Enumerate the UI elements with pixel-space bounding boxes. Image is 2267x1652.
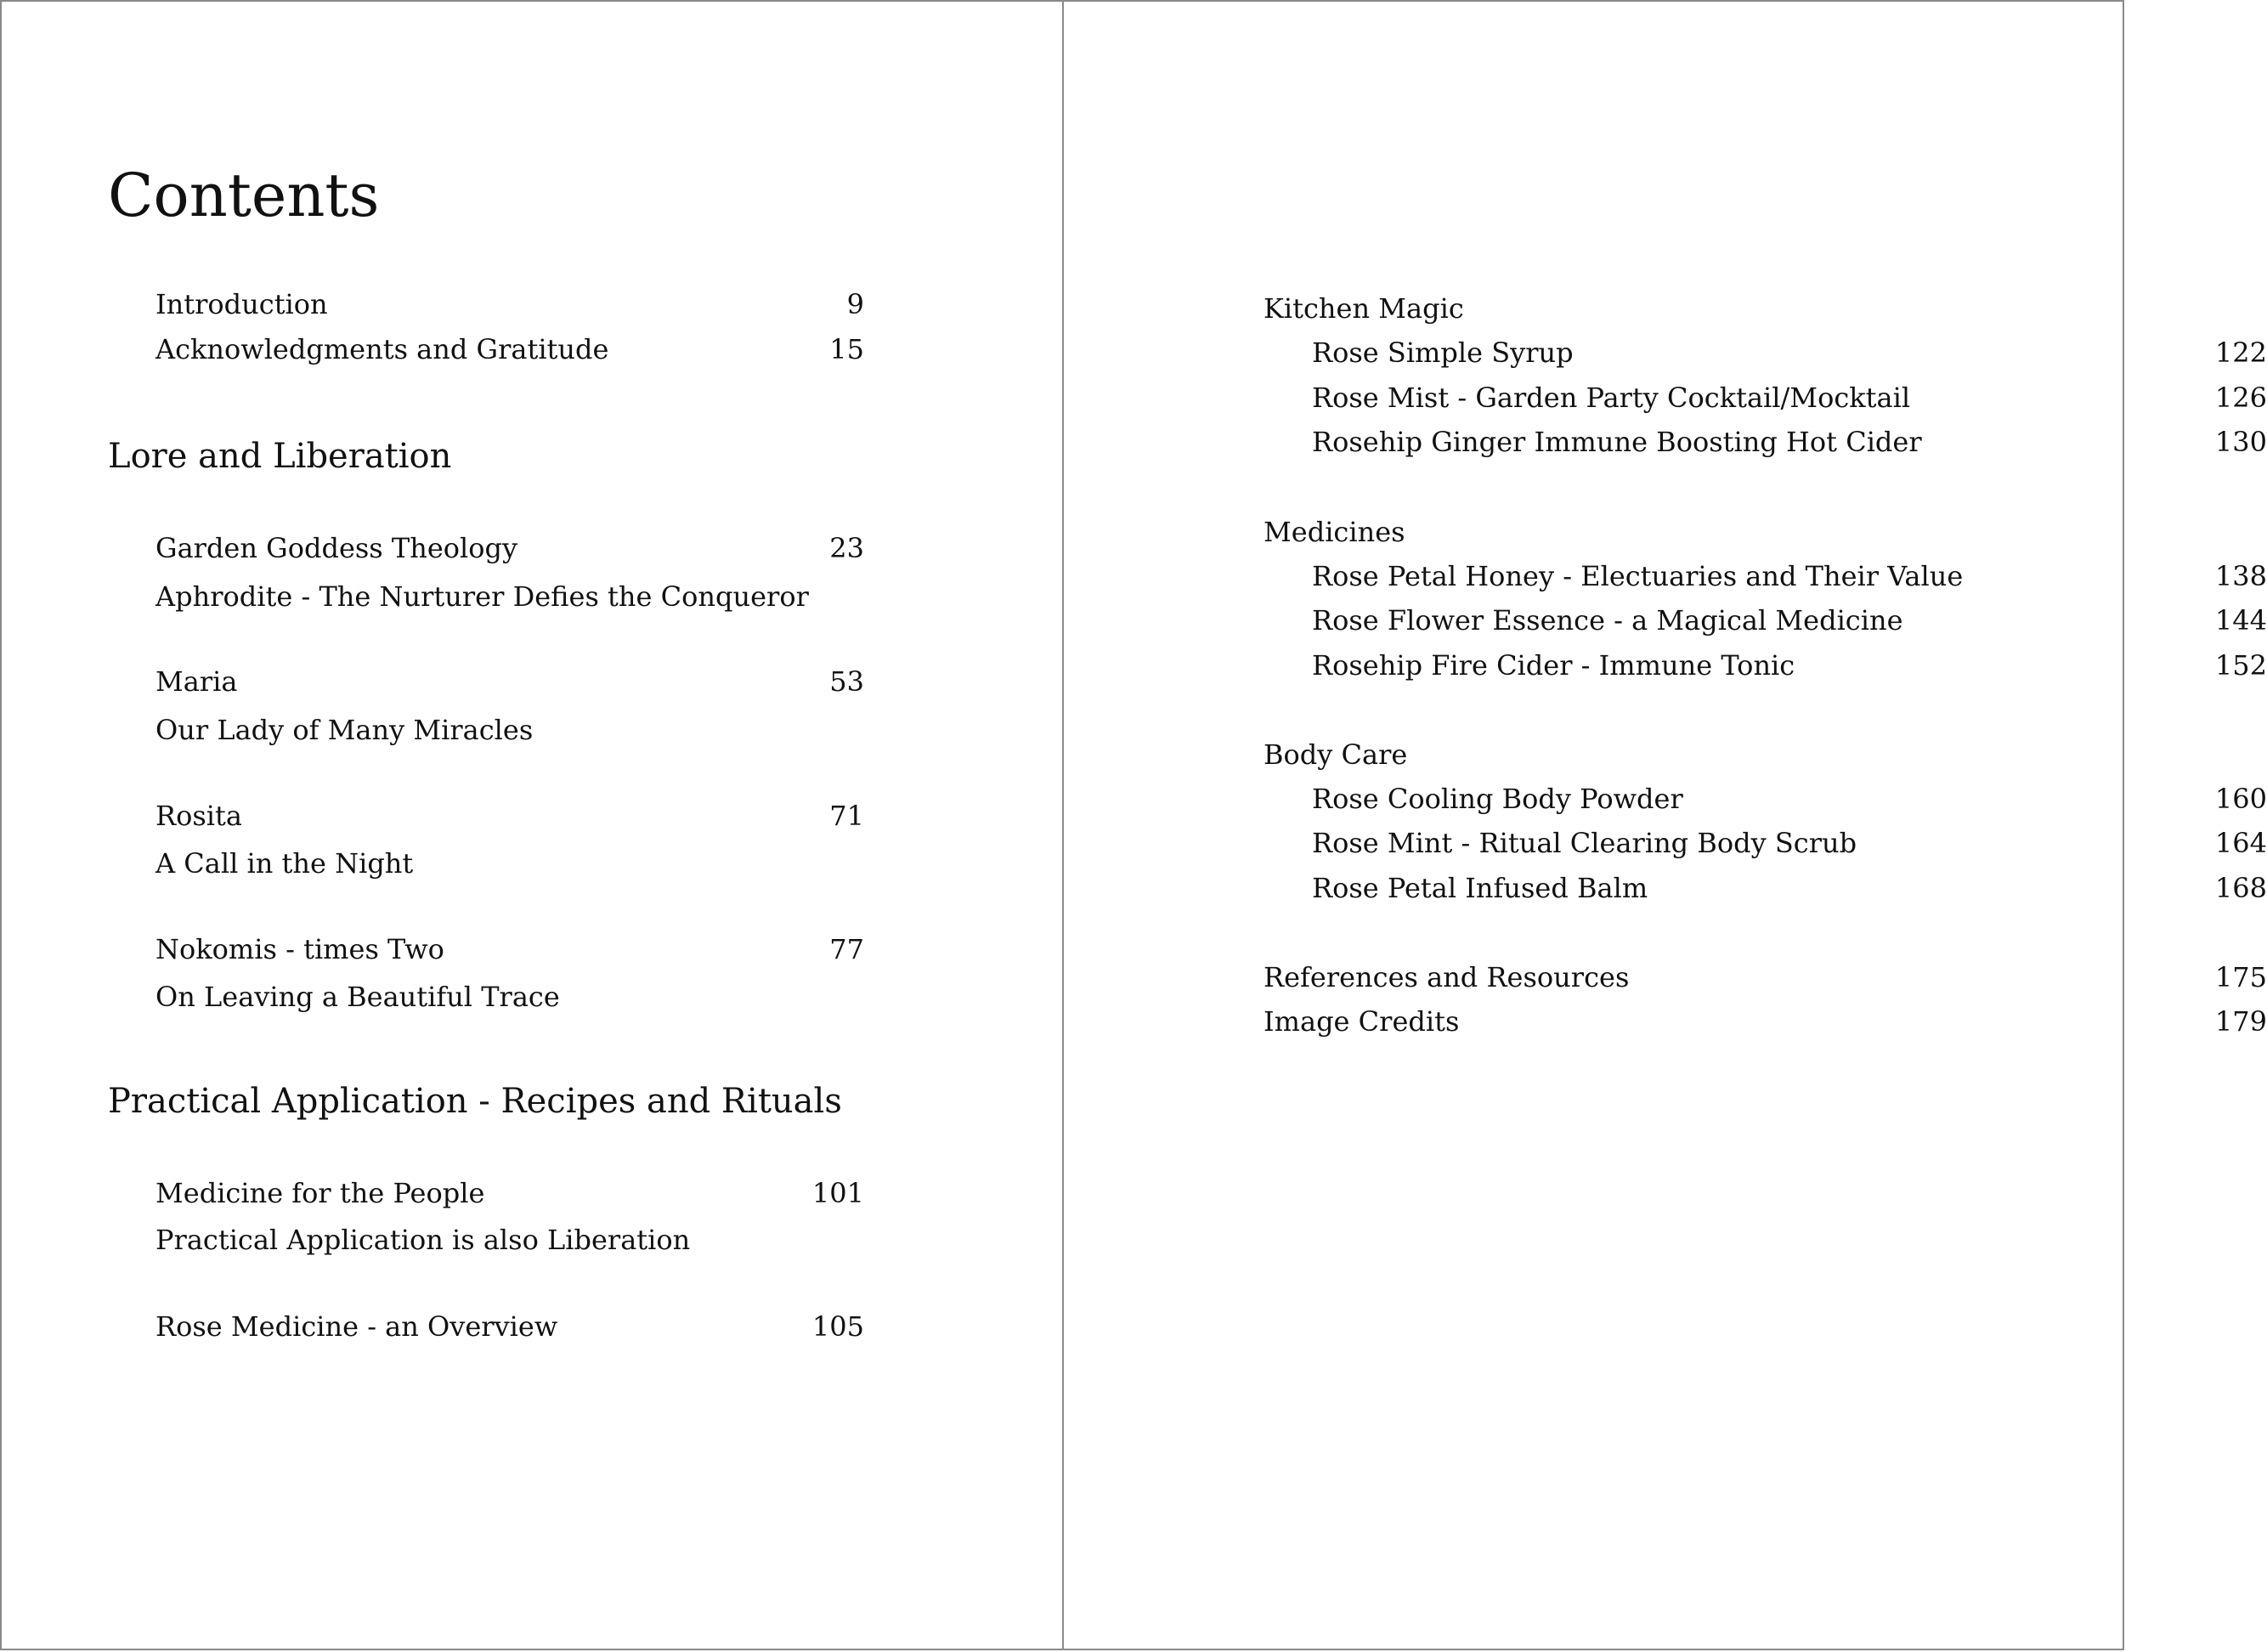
toc-page-number: 101 xyxy=(811,1177,864,1209)
group-heading-body-care: Body Care xyxy=(1264,738,1408,771)
toc-entry-rose-petal-balm[interactable] xyxy=(1312,874,2267,908)
group-heading-kitchen-magic: Kitchen Magic xyxy=(1264,292,1464,325)
toc-entry-subtitle: A Call in the Night xyxy=(155,847,414,880)
toc-entry-label: Rose Cooling Body Powder xyxy=(1312,783,1683,815)
toc-page-number: 53 xyxy=(829,665,864,698)
toc-entry-introduction[interactable] xyxy=(155,288,864,325)
toc-page-number: 164 xyxy=(2214,827,2267,859)
toc-entry-subtitle: Aphrodite - The Nurturer Defies the Conqueror xyxy=(155,580,809,613)
toc-entry-label: Image Credits xyxy=(1264,1005,1460,1038)
toc-entry-rose-flower-essence[interactable] xyxy=(1312,604,2267,641)
part-heading-practical: Practical Application - Recipes and Rituals xyxy=(108,1082,842,1121)
toc-page-number: 122 xyxy=(2214,337,2267,369)
toc-entry-label: Rosehip Fire Cider - Immune Tonic xyxy=(1312,649,1795,682)
toc-entry-label: Rosita xyxy=(155,800,242,832)
toc-entry-label: Rose Mist - Garden Party Cocktail/Mocktail xyxy=(1312,382,1911,414)
toc-entry-label: Rose Medicine - an Overview xyxy=(155,1310,558,1343)
toc-page-number: 152 xyxy=(2214,649,2267,682)
toc-entry-subtitle: Practical Application is also Liberation xyxy=(155,1224,691,1256)
toc-entry-acknowledgments[interactable] xyxy=(155,333,864,370)
toc-page-number: 168 xyxy=(2214,872,2267,904)
toc-entry-maria[interactable] xyxy=(155,665,864,702)
toc-page-number: 77 xyxy=(829,933,864,965)
toc-entry-label: Rose Petal Infused Balm xyxy=(1312,872,1648,904)
left-page xyxy=(0,0,1064,1650)
toc-entry-label: Rose Petal Honey - Electuaries and Their Value xyxy=(1312,560,1964,592)
toc-page-number: 9 xyxy=(846,288,864,320)
right-page xyxy=(1062,0,2267,1650)
toc-entry-label: Rosehip Ginger Immune Boosting Hot Cider xyxy=(1312,426,1922,458)
toc-page-number: 130 xyxy=(2214,426,2267,458)
toc-entry-label: Rose Mint - Ritual Clearing Body Scrub xyxy=(1312,827,1857,859)
part-heading-lore: Lore and Liberation xyxy=(108,437,452,476)
toc-entry-label: Nokomis - times Two xyxy=(155,933,444,965)
toc-entry-rose-mist[interactable] xyxy=(1312,384,2267,418)
toc-entry-label: Acknowledgments and Gratitude xyxy=(155,333,609,365)
toc-page-number: 23 xyxy=(829,532,864,564)
toc-entry-rose-mint-scrub[interactable] xyxy=(1312,829,2267,863)
toc-page-number: 15 xyxy=(829,333,864,365)
toc-page-number: 126 xyxy=(2214,382,2267,414)
toc-entry-rosehip-ginger-cider[interactable] xyxy=(1312,428,2267,462)
toc-page-number: 105 xyxy=(811,1310,864,1343)
toc-entry-rose-medicine[interactable] xyxy=(155,1310,864,1347)
contents-title: Contents xyxy=(108,161,380,230)
toc-entry-rose-simple-syrup[interactable] xyxy=(1312,339,2267,373)
toc-entry-subtitle: On Leaving a Beautiful Trace xyxy=(155,981,560,1013)
toc-entry-label: Maria xyxy=(155,665,238,698)
toc-entry-references[interactable] xyxy=(1264,961,2267,998)
toc-entry-rosita[interactable] xyxy=(155,802,864,836)
toc-entry-rose-petal-honey[interactable] xyxy=(1312,560,2267,597)
toc-page-number: 138 xyxy=(2214,560,2267,592)
toc-entry-rosehip-fire-cider[interactable] xyxy=(1312,649,2267,686)
toc-entry-label: References and Resources xyxy=(1264,961,1630,993)
toc-entry-nokomis[interactable] xyxy=(155,933,864,970)
toc-entry-medicine-people[interactable] xyxy=(155,1177,864,1214)
group-heading-medicines: Medicines xyxy=(1264,516,1405,548)
toc-page-number: 144 xyxy=(2214,604,2267,636)
toc-page-number: 175 xyxy=(2214,961,2267,993)
toc-entry-label: Rose Flower Essence - a Magical Medicine xyxy=(1312,604,1903,636)
toc-page-number: 179 xyxy=(2214,1005,2267,1038)
toc-entry-label: Garden Goddess Theology xyxy=(155,532,518,564)
toc-entry-garden-goddess[interactable] xyxy=(155,532,864,569)
toc-entry-label: Introduction xyxy=(155,288,328,320)
toc-entry-label: Rose Simple Syrup xyxy=(1312,337,1574,369)
toc-entry-label: Medicine for the People xyxy=(155,1177,485,1209)
toc-entry-image-credits[interactable] xyxy=(1264,1005,2267,1042)
toc-page-number: 71 xyxy=(829,800,864,832)
toc-entry-subtitle: Our Lady of Many Miracles xyxy=(155,714,534,746)
toc-page-number: 160 xyxy=(2214,783,2267,815)
toc-entry-rose-cooling-powder[interactable] xyxy=(1312,785,2267,819)
